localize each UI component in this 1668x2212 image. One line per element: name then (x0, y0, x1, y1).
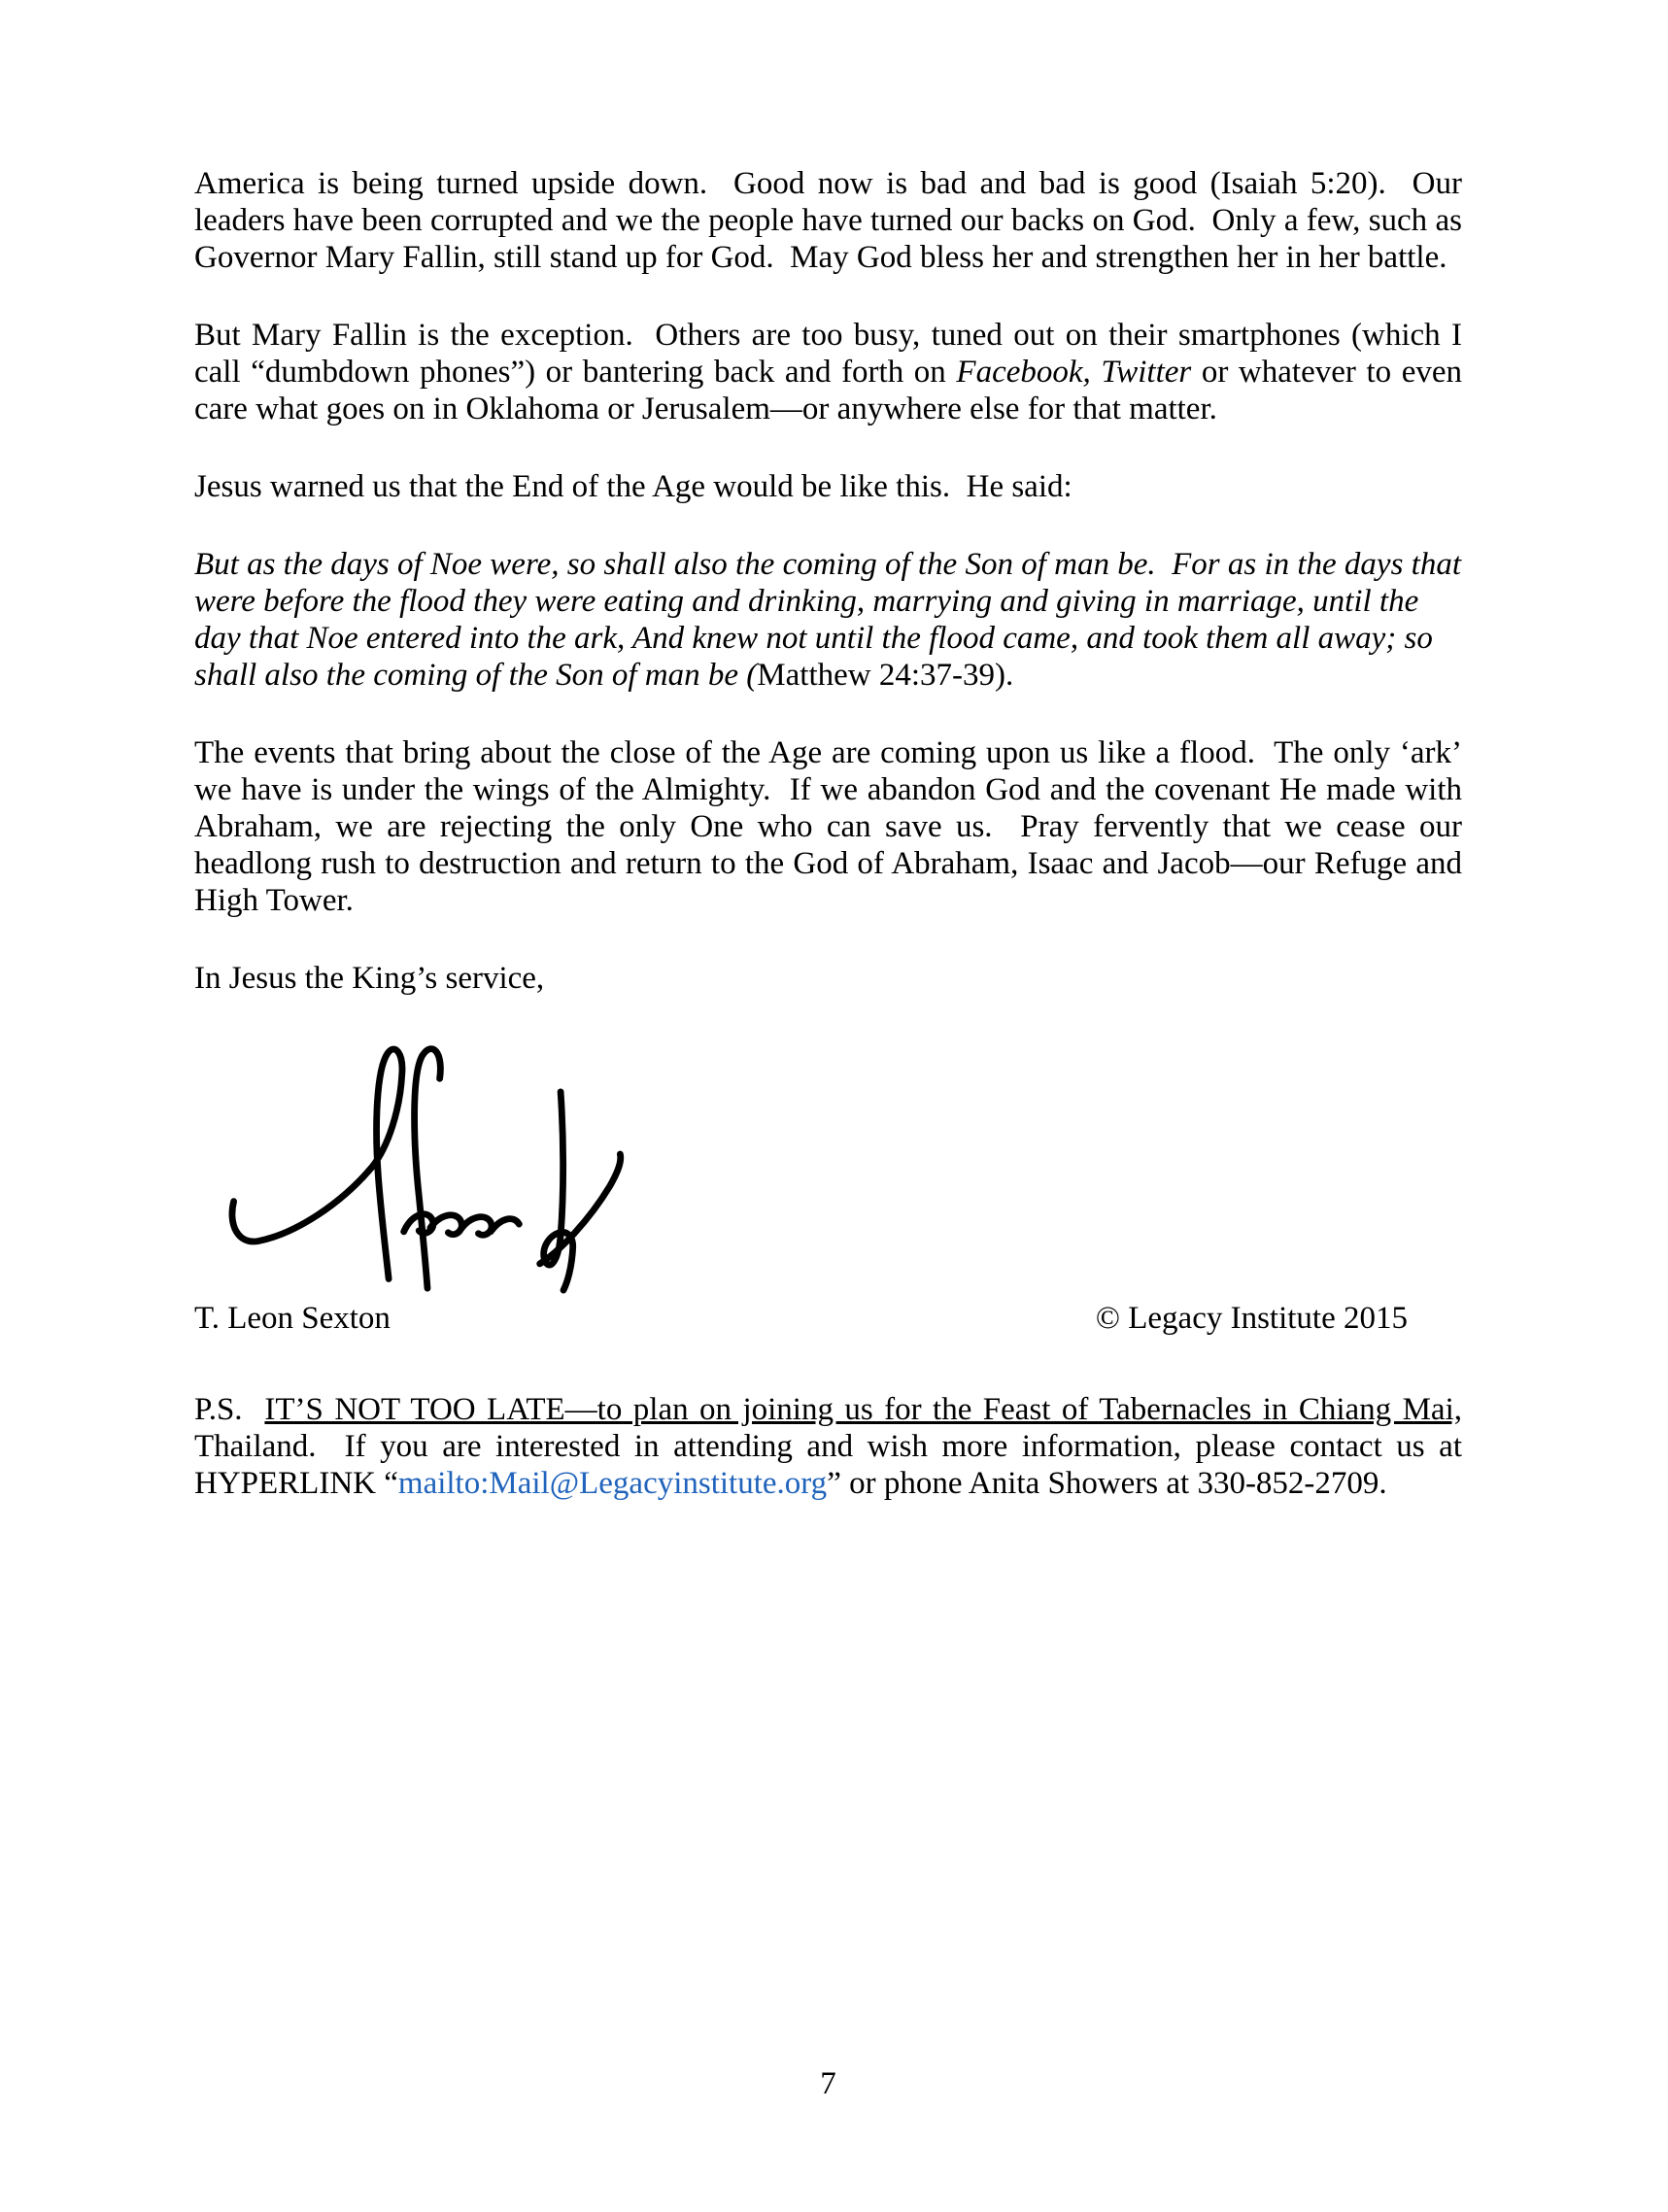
quote-citation: Matthew 24:37-39). (757, 658, 1014, 693)
paragraph-events: The events that bring about the close of the Age are coming upon us like a flood. The only ‘ark’ we have is under the wings of the Almighty. If we abandon God and the covenant He made with Abraham, we are rejecting the only One who can save us. Pray fervently that we cease our headlong rush to destruction and return to the God of Abraham, Isaac and Jacob—our Refuge and High Tower. (194, 735, 1471, 918)
scripture-quote-text: But as the days of Noe were, so shall also the coming of the Son of man be. For as in the days that were before the flood they were eating and drinking, marrying and giving in marriage, until the day that Noe entered into the ark, And knew not until the flood came, and took them all away; so shall also the coming of the Son of man be ( (194, 547, 1470, 693)
letter-body (194, 165, 1471, 1502)
signature-image (226, 1020, 627, 1294)
signature-name: T. Leon Sexton (194, 1301, 391, 1336)
page-number: 7 (820, 2066, 836, 2101)
ps-paragraph (194, 1391, 1471, 1502)
scripture-quote (194, 546, 1470, 694)
copyright-notice: © Legacy Institute 2015 (1095, 1301, 1408, 1336)
paragraph-mary-fallin (194, 317, 1471, 427)
ps-prefix: P.S. (194, 1392, 265, 1427)
ps-middle-text: Thailand. If you are interested in attending and wish more information, please contact us at HYPERLINK “ (194, 1392, 1471, 1501)
paragraph-mary-fallin-tail: or whatever to even care what goes on in Oklahoma or Jerusalem—or anywhere else for that matter. (194, 355, 1471, 426)
facebook-twitter-italic: Facebook, Twitter (956, 355, 1192, 390)
closing-line: In Jesus the King’s service, (194, 961, 545, 996)
ps-suffix-text: ” or phone Anita Showers at 330-852-2709. (827, 1466, 1387, 1501)
signature-row (194, 1300, 1462, 1337)
ps-underlined-text: IT’S NOT TOO LATE—to plan on joining us for the Feast of Tabernacles in Chiang Mai, (264, 1392, 1462, 1427)
paragraph-jesus-warned: Jesus warned us that the End of the Age would be like this. He said: (194, 469, 1072, 504)
paragraph-mary-fallin-text: But Mary Fallin is the exception. Others are too busy, tuned out on their smartphones (which I call “dumbdown phones”) or bantering back and forth on (194, 318, 1471, 390)
signature-scrawl-svg (226, 1020, 627, 1294)
mailto-link[interactable]: mailto:Mail@Legacyinstitute.org (397, 1466, 828, 1501)
page-footer (194, 2065, 1462, 2102)
paragraph-america: America is being turned upside down. Good now is bad and bad is good (Isaiah 5:20). Our leaders have been corrupted and we the people have turned our backs on God. Only a few, such as Governor Mary Fallin, still stand up for God. May God bless her and strengthen her in her battle. (194, 166, 1471, 275)
